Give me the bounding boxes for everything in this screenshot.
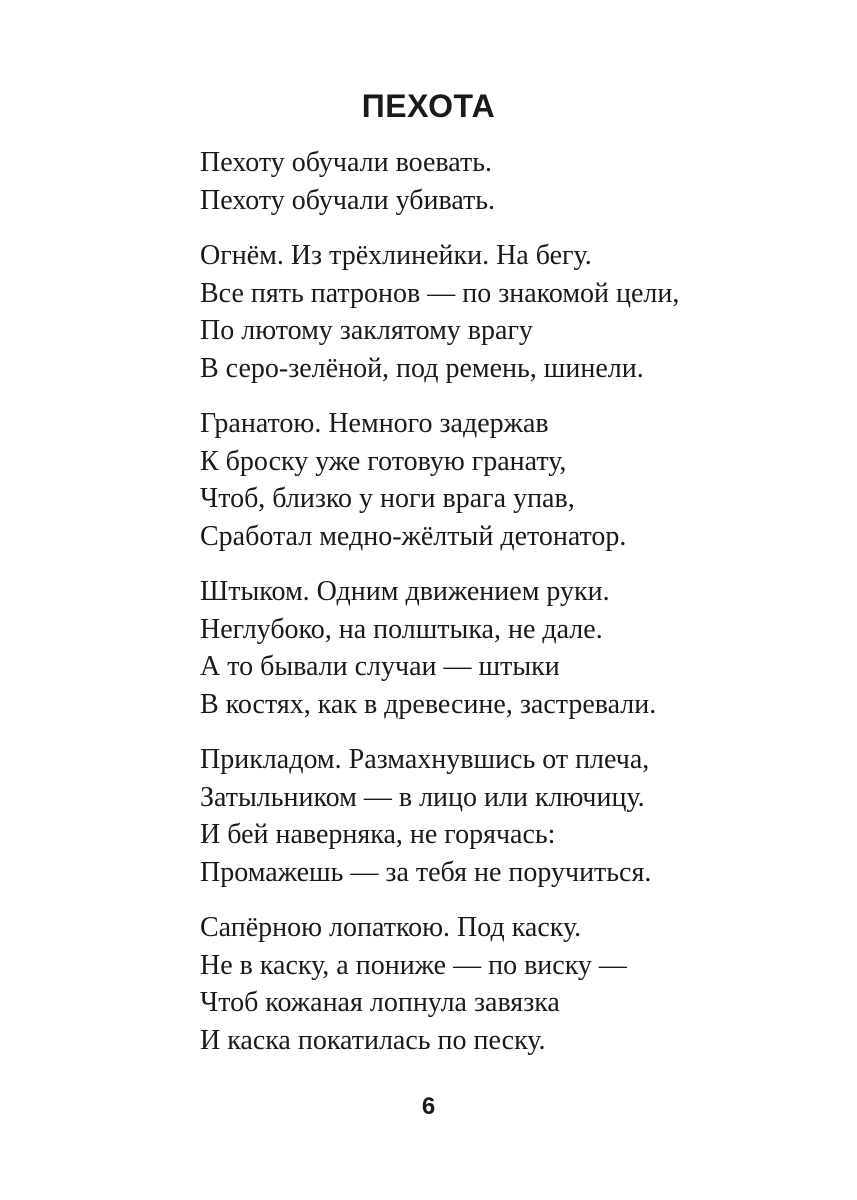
poem-line: Пехоту обучали убивать. — [200, 184, 496, 216]
poem-line: И каска покатилась по песку. — [200, 1024, 546, 1056]
stanza-4 — [200, 573, 820, 723]
poem-line: Гранатою. Немного задержав — [200, 408, 549, 439]
poem-line: Затыльником — в лицо или ключицу. — [200, 781, 645, 813]
poem-line: Чтоб, близко у ноги врага упав, — [200, 483, 575, 514]
stanza-3 — [200, 405, 820, 555]
poem-line: К броску уже готовую гранату, — [200, 445, 567, 477]
stanza-5 — [200, 741, 820, 891]
stanza-6 — [200, 909, 820, 1059]
poem-line: Чтоб кожаная лопнула завязка — [200, 987, 560, 1018]
poem-line: В костях, как в древесине, застревали. — [200, 688, 657, 720]
poem-line: По лютому заклятому врагу — [200, 315, 533, 346]
stanza-2 — [200, 237, 820, 387]
poem-title: ПЕХОТА — [361, 88, 496, 124]
poem-body — [200, 144, 820, 1077]
poem-line: И бей наверняка, не горячась: — [200, 819, 556, 850]
poem-line: А то бывали случаи — штыки — [200, 651, 560, 682]
poem-line: Не в каску, а пониже — по виску — — [200, 949, 627, 981]
poem-line: Прикладом. Размахнувшись от плеча, — [200, 744, 650, 775]
poem-line: В серо-зелёной, под ремень, шинели. — [200, 352, 644, 384]
poem-line: Неглубоко, на полштыка, не дале. — [200, 613, 603, 645]
page-number: 6 — [421, 1093, 436, 1120]
poem-line: Промажешь — за тебя не поручиться. — [200, 856, 652, 888]
poem-line: Штыком. Одним движением руки. — [200, 576, 610, 607]
stanza-1 — [200, 144, 820, 219]
poem-line: Пехоту обучали воевать. — [200, 147, 492, 178]
poem-line: Огнём. Из трёхлинейки. На бегу. — [200, 240, 592, 271]
poem-line: Сапёрною лопаткою. Под каску. — [200, 912, 582, 943]
poem-line: Все пять патронов — по знакомой цели, — [200, 277, 680, 309]
poem-line: Сработал медно-жёлтый детонатор. — [200, 520, 627, 552]
